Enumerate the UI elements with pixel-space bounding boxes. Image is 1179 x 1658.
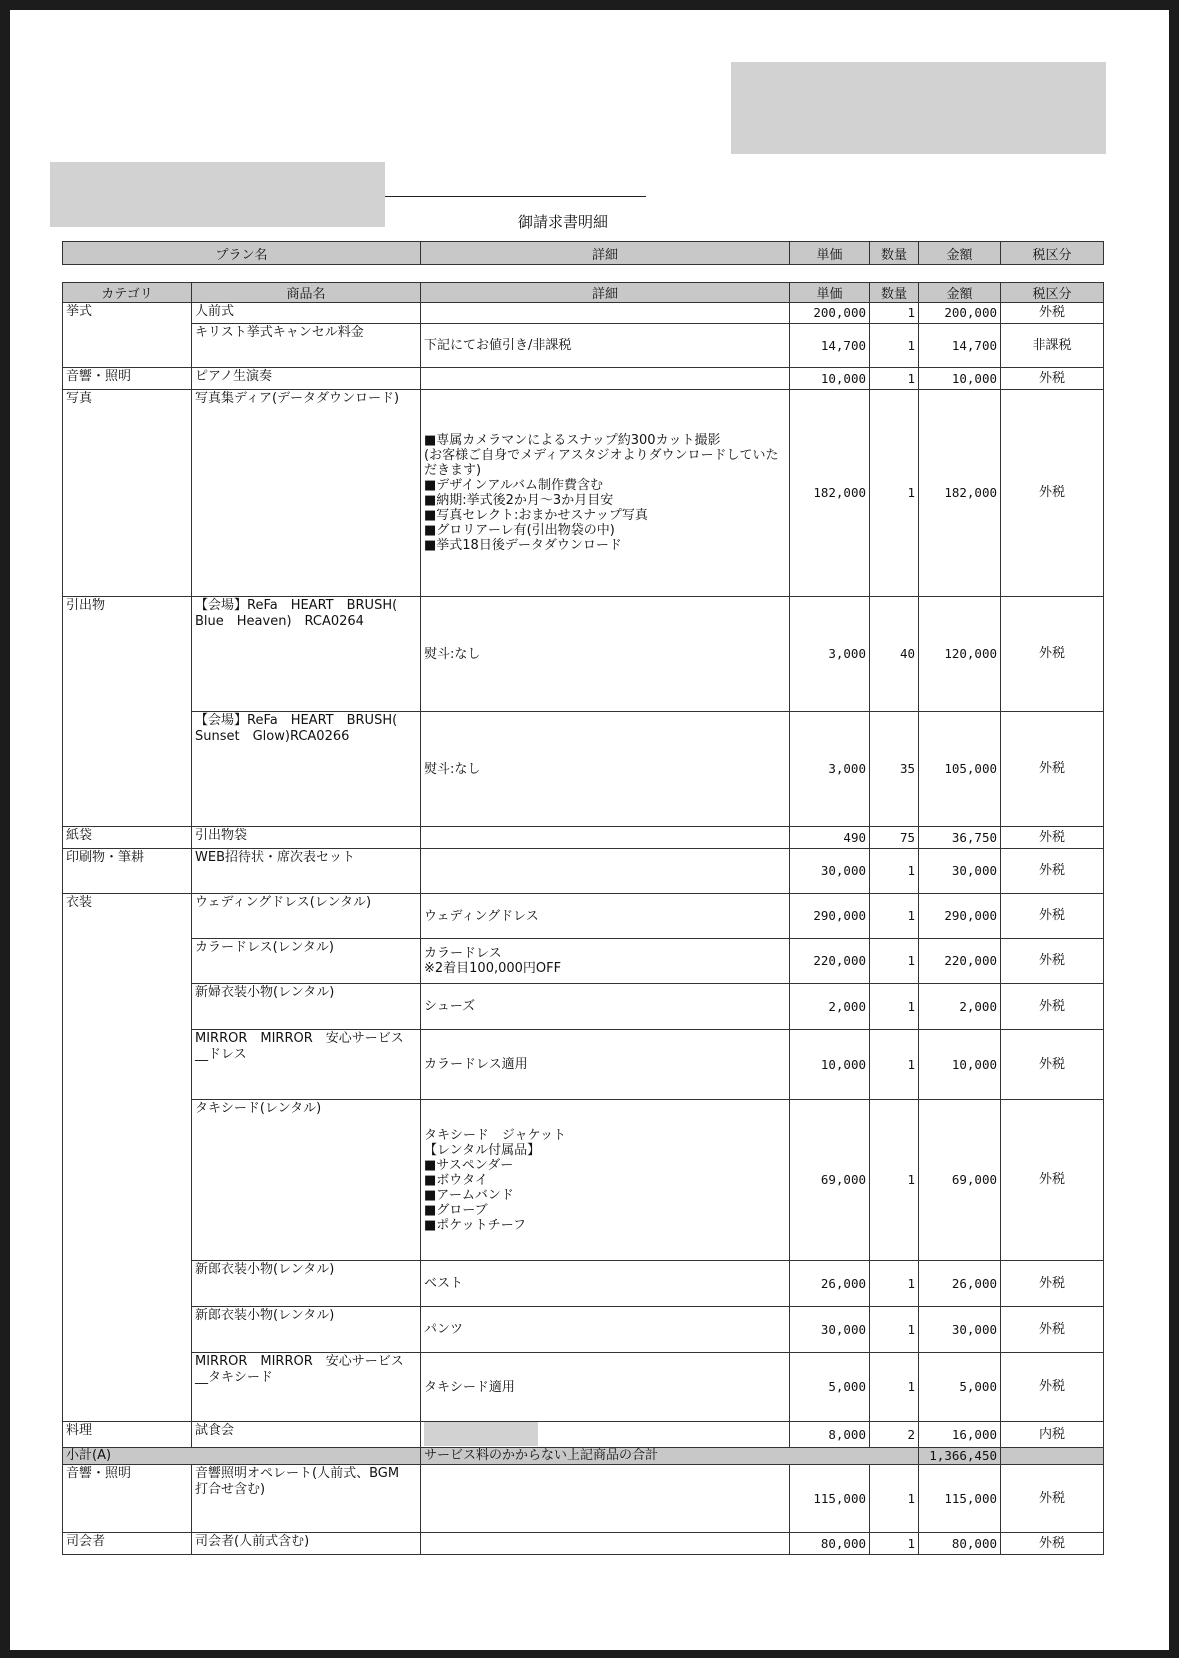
detail-cell bbox=[421, 303, 790, 324]
document-title: 御請求書明細 bbox=[518, 213, 609, 231]
quantity-cell: 1 bbox=[870, 1533, 919, 1555]
detail-cell: 下記にてお値引き/非課税 bbox=[421, 324, 790, 368]
unit-price-cell: 490 bbox=[790, 827, 870, 849]
quantity-cell: 1 bbox=[870, 324, 919, 368]
detail-cell: ベスト bbox=[421, 1261, 790, 1307]
amount-cell: 5,000 bbox=[919, 1353, 1001, 1422]
unit-price-cell: 80,000 bbox=[790, 1533, 870, 1555]
unit-price-cell: 182,000 bbox=[790, 390, 870, 597]
quantity-cell: 40 bbox=[870, 597, 919, 712]
quantity-cell: 1 bbox=[870, 1307, 919, 1353]
product-name-cell: 【会場】ReFa HEART BRUSH( Blue Heaven) RCA0264 bbox=[192, 597, 421, 712]
tax-type-cell: 外税 bbox=[1001, 849, 1104, 894]
table-row bbox=[63, 1307, 1104, 1353]
tax-type-cell: 外税 bbox=[1001, 1353, 1104, 1422]
plan-price-header: 単価 bbox=[790, 242, 870, 265]
detail-cell: タキシード ジャケット 【レンタル付属品】 ■サスペンダー ■ボウタイ ■アームバンド ■グローブ ■ポケットチーフ bbox=[421, 1100, 790, 1261]
category-header: カテゴリ bbox=[63, 283, 192, 303]
category-cell: 挙式 bbox=[63, 303, 192, 368]
product-name-cell: 新郎衣装小物(レンタル) bbox=[192, 1261, 421, 1307]
product-name-cell: 引出物袋 bbox=[192, 827, 421, 849]
category-cell: 紙袋 bbox=[63, 827, 192, 849]
tax-type-cell: 外税 bbox=[1001, 939, 1104, 984]
tax-type-cell: 外税 bbox=[1001, 984, 1104, 1030]
tax-type-cell: 外税 bbox=[1001, 597, 1104, 712]
quantity-cell: 1 bbox=[870, 894, 919, 939]
table-row bbox=[63, 984, 1104, 1030]
amount-cell: 30,000 bbox=[919, 849, 1001, 894]
table-row bbox=[63, 1422, 1104, 1448]
subtotal-label: 小計(A) bbox=[63, 1448, 421, 1465]
items-header-row bbox=[63, 283, 1104, 303]
detail-cell: カラードレス適用 bbox=[421, 1030, 790, 1100]
category-cell: 衣装 bbox=[63, 894, 192, 1422]
plan-tax-header: 税区分 bbox=[1001, 242, 1104, 265]
amount-cell: 220,000 bbox=[919, 939, 1001, 984]
tax-type-cell: 外税 bbox=[1001, 894, 1104, 939]
plan-qty-header: 数量 bbox=[870, 242, 919, 265]
quantity-cell: 1 bbox=[870, 1353, 919, 1422]
table-row bbox=[63, 1261, 1104, 1307]
tax-type-cell: 外税 bbox=[1001, 1261, 1104, 1307]
product-name-cell: 【会場】ReFa HEART BRUSH( Sunset Glow)RCA0266 bbox=[192, 712, 421, 827]
table-row bbox=[63, 1465, 1104, 1533]
detail-cell: カラードレス ※2着目100,000円OFF bbox=[421, 939, 790, 984]
tax-type-cell: 外税 bbox=[1001, 1533, 1104, 1555]
product-name-cell: 試食会 bbox=[192, 1422, 421, 1448]
unit-price-cell: 10,000 bbox=[790, 1030, 870, 1100]
quantity-cell: 1 bbox=[870, 939, 919, 984]
subtotal-row bbox=[63, 1448, 1104, 1465]
amount-cell: 115,000 bbox=[919, 1465, 1001, 1533]
unit-price-cell: 200,000 bbox=[790, 303, 870, 324]
product-name-cell: 新婦衣装小物(レンタル) bbox=[192, 984, 421, 1030]
tax-type-cell: 非課税 bbox=[1001, 324, 1104, 368]
detail-cell bbox=[421, 849, 790, 894]
tax-type-cell: 外税 bbox=[1001, 390, 1104, 597]
plan-amount-header: 金額 bbox=[919, 242, 1001, 265]
unit-price-cell: 69,000 bbox=[790, 1100, 870, 1261]
quantity-cell: 75 bbox=[870, 827, 919, 849]
detail-cell: ウェディングドレス bbox=[421, 894, 790, 939]
detail-cell bbox=[421, 827, 790, 849]
product-name-header: 商品名 bbox=[192, 283, 421, 303]
amount-cell: 80,000 bbox=[919, 1533, 1001, 1555]
table-row bbox=[63, 597, 1104, 712]
unit-price-cell: 3,000 bbox=[790, 597, 870, 712]
unit-price-cell: 115,000 bbox=[790, 1465, 870, 1533]
product-name-cell: ウェディングドレス(レンタル) bbox=[192, 894, 421, 939]
unit-price-cell: 8,000 bbox=[790, 1422, 870, 1448]
unit-price-cell: 2,000 bbox=[790, 984, 870, 1030]
product-name-cell: 人前式 bbox=[192, 303, 421, 324]
table-row bbox=[63, 827, 1104, 849]
category-cell: 写真 bbox=[63, 390, 192, 597]
table-row bbox=[63, 894, 1104, 939]
quantity-cell: 1 bbox=[870, 1100, 919, 1261]
invoice-page bbox=[10, 10, 1169, 1650]
amount-cell: 69,000 bbox=[919, 1100, 1001, 1261]
table-row bbox=[63, 368, 1104, 390]
tax-type-cell: 外税 bbox=[1001, 1465, 1104, 1533]
subtotal-tax bbox=[1001, 1448, 1104, 1465]
tax-type-cell: 内税 bbox=[1001, 1422, 1104, 1448]
unit-price-cell: 5,000 bbox=[790, 1353, 870, 1422]
quantity-cell: 35 bbox=[870, 712, 919, 827]
quantity-cell: 1 bbox=[870, 368, 919, 390]
quantity-cell: 1 bbox=[870, 390, 919, 597]
unit-price-cell: 30,000 bbox=[790, 1307, 870, 1353]
amount-cell: 290,000 bbox=[919, 894, 1001, 939]
amount-cell: 182,000 bbox=[919, 390, 1001, 597]
amount-header: 金額 bbox=[919, 283, 1001, 303]
tax-type-cell: 外税 bbox=[1001, 712, 1104, 827]
amount-cell: 16,000 bbox=[919, 1422, 1001, 1448]
detail-header: 詳細 bbox=[421, 283, 790, 303]
quantity-cell: 1 bbox=[870, 984, 919, 1030]
product-name-cell: キリスト挙式キャンセル料金 bbox=[192, 324, 421, 368]
unit-price-cell: 3,000 bbox=[790, 712, 870, 827]
amount-cell: 36,750 bbox=[919, 827, 1001, 849]
category-cell: 音響・照明 bbox=[63, 368, 192, 390]
unit-price-header: 単価 bbox=[790, 283, 870, 303]
product-name-cell: カラードレス(レンタル) bbox=[192, 939, 421, 984]
redacted-block bbox=[50, 162, 385, 227]
unit-price-cell: 14,700 bbox=[790, 324, 870, 368]
plan-header-table bbox=[62, 241, 1104, 265]
table-row bbox=[63, 324, 1104, 368]
name-underline bbox=[385, 196, 646, 197]
product-name-cell: MIRROR MIRROR 安心サービス __タキシード bbox=[192, 1353, 421, 1422]
detail-cell: タキシード適用 bbox=[421, 1353, 790, 1422]
detail-cell: パンツ bbox=[421, 1307, 790, 1353]
unit-price-cell: 10,000 bbox=[790, 368, 870, 390]
detail-cell: 熨斗:なし bbox=[421, 597, 790, 712]
product-name-cell: MIRROR MIRROR 安心サービス __ドレス bbox=[192, 1030, 421, 1100]
tax-type-cell: 外税 bbox=[1001, 368, 1104, 390]
tax-type-cell: 外税 bbox=[1001, 1100, 1104, 1261]
quantity-cell: 1 bbox=[870, 849, 919, 894]
table-row bbox=[63, 390, 1104, 597]
subtotal-description: サービス料のかからない上記商品の合計 bbox=[421, 1448, 919, 1465]
quantity-cell: 2 bbox=[870, 1422, 919, 1448]
product-name-cell: 写真集ディア(データダウンロード) bbox=[192, 390, 421, 597]
category-cell: 印刷物・筆耕 bbox=[63, 849, 192, 894]
amount-cell: 14,700 bbox=[919, 324, 1001, 368]
amount-cell: 120,000 bbox=[919, 597, 1001, 712]
table-row bbox=[63, 712, 1104, 827]
unit-price-cell: 290,000 bbox=[790, 894, 870, 939]
category-cell: 引出物 bbox=[63, 597, 192, 827]
plan-name-header: プラン名 bbox=[63, 242, 421, 265]
unit-price-cell: 220,000 bbox=[790, 939, 870, 984]
table-row bbox=[63, 1030, 1104, 1100]
detail-cell bbox=[421, 368, 790, 390]
product-name-cell: 新郎衣装小物(レンタル) bbox=[192, 1307, 421, 1353]
amount-cell: 2,000 bbox=[919, 984, 1001, 1030]
tax-type-header: 税区分 bbox=[1001, 283, 1104, 303]
amount-cell: 30,000 bbox=[919, 1307, 1001, 1353]
product-name-cell: WEB招待状・席次表セット bbox=[192, 849, 421, 894]
quantity-cell: 1 bbox=[870, 1030, 919, 1100]
table-row bbox=[63, 1533, 1104, 1555]
category-cell: 司会者 bbox=[63, 1533, 192, 1555]
subtotal-amount: 1,366,450 bbox=[919, 1448, 1001, 1465]
unit-price-cell: 26,000 bbox=[790, 1261, 870, 1307]
amount-cell: 10,000 bbox=[919, 368, 1001, 390]
detail-cell: 熨斗:なし bbox=[421, 712, 790, 827]
amount-cell: 200,000 bbox=[919, 303, 1001, 324]
table-row bbox=[63, 939, 1104, 984]
detail-cell bbox=[421, 1422, 790, 1448]
invoice-items-table bbox=[62, 282, 1104, 1555]
category-cell: 料理 bbox=[63, 1422, 192, 1448]
tax-type-cell: 外税 bbox=[1001, 1307, 1104, 1353]
tax-type-cell: 外税 bbox=[1001, 827, 1104, 849]
table-row bbox=[63, 1100, 1104, 1261]
redacted-block bbox=[424, 1422, 538, 1447]
product-name-cell: タキシード(レンタル) bbox=[192, 1100, 421, 1261]
quantity-cell: 1 bbox=[870, 1261, 919, 1307]
quantity-cell: 1 bbox=[870, 303, 919, 324]
tax-type-cell: 外税 bbox=[1001, 303, 1104, 324]
detail-cell: シューズ bbox=[421, 984, 790, 1030]
product-name-cell: 音響照明オペレート(人前式、BGM 打合せ含む) bbox=[192, 1465, 421, 1533]
category-cell: 音響・照明 bbox=[63, 1465, 192, 1533]
quantity-cell: 1 bbox=[870, 1465, 919, 1533]
quantity-header: 数量 bbox=[870, 283, 919, 303]
table-row bbox=[63, 1353, 1104, 1422]
table-row bbox=[63, 303, 1104, 324]
product-name-cell: ピアノ生演奏 bbox=[192, 368, 421, 390]
redacted-block bbox=[731, 62, 1106, 154]
tax-type-cell: 外税 bbox=[1001, 1030, 1104, 1100]
table-row bbox=[63, 849, 1104, 894]
detail-cell bbox=[421, 1465, 790, 1533]
amount-cell: 10,000 bbox=[919, 1030, 1001, 1100]
detail-cell: ■専属カメラマンによるスナップ約300カット撮影 (お客様ご自身でメディアスタジオよりダウンロードしていただきます) ■デザインアルバム制作費含む ■納期:挙式後2か月～3か月目安 ■写真セレクト:おまかせスナップ写真 ■グロリアーレ有(引出物袋の中) ■挙式18日後データダウンロード bbox=[421, 390, 790, 597]
plan-detail-header: 詳細 bbox=[421, 242, 790, 265]
product-name-cell: 司会者(人前式含む) bbox=[192, 1533, 421, 1555]
amount-cell: 26,000 bbox=[919, 1261, 1001, 1307]
amount-cell: 105,000 bbox=[919, 712, 1001, 827]
detail-cell bbox=[421, 1533, 790, 1555]
unit-price-cell: 30,000 bbox=[790, 849, 870, 894]
